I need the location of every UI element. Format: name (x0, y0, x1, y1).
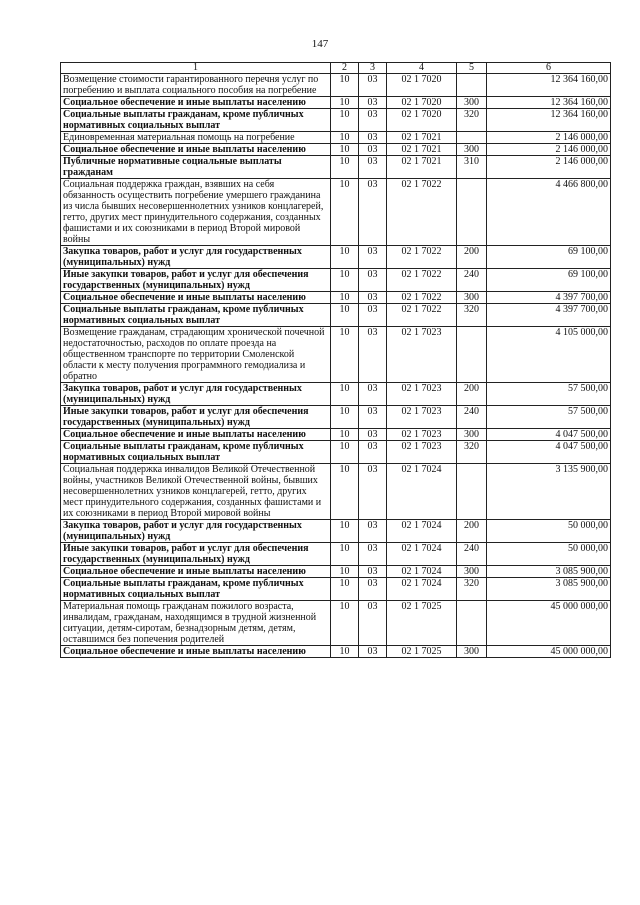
row-target-article: 02 1 7023 (387, 441, 457, 464)
row-section: 10 (331, 97, 359, 109)
row-amount: 3 135 900,00 (487, 464, 611, 520)
row-amount: 69 100,00 (487, 269, 611, 292)
row-description: Социальные выплаты гражданам, кроме публичных нормативных социальных выплат (61, 578, 331, 601)
row-subsection: 03 (359, 179, 387, 246)
row-expense-type (457, 132, 487, 144)
row-section: 10 (331, 179, 359, 246)
table-row (61, 578, 611, 601)
row-section: 10 (331, 269, 359, 292)
table-row (61, 74, 611, 97)
table-row (61, 144, 611, 156)
row-subsection: 03 (359, 543, 387, 566)
table-row (61, 292, 611, 304)
row-expense-type (457, 327, 487, 383)
row-amount: 4 466 800,00 (487, 179, 611, 246)
row-section: 10 (331, 578, 359, 601)
row-section: 10 (331, 566, 359, 578)
row-amount: 12 364 160,00 (487, 97, 611, 109)
table-row (61, 269, 611, 292)
row-subsection: 03 (359, 246, 387, 269)
row-subsection: 03 (359, 144, 387, 156)
row-description: Закупка товаров, работ и услуг для государственных (муниципальных) нужд (61, 520, 331, 543)
row-amount: 4 397 700,00 (487, 292, 611, 304)
row-description: Социальное обеспечение и иные выплаты населению (61, 292, 331, 304)
row-target-article: 02 1 7021 (387, 156, 457, 179)
table-row (61, 464, 611, 520)
table-body (61, 74, 611, 658)
table-row (61, 646, 611, 658)
row-target-article: 02 1 7023 (387, 429, 457, 441)
row-description: Социальная поддержка граждан, взявших на себя обязанность осуществить погребение умершего гражданина из числа бывших несовершеннолетних узников концлагерей, гетто, других мест принудительного содержания, созданных фашистами и их союзниками в период Второй мировой войны (61, 179, 331, 246)
row-target-article: 02 1 7024 (387, 520, 457, 543)
row-description: Социальное обеспечение и иные выплаты населению (61, 144, 331, 156)
row-expense-type: 300 (457, 429, 487, 441)
table-row (61, 179, 611, 246)
row-section: 10 (331, 601, 359, 646)
row-section: 10 (331, 132, 359, 144)
row-section: 10 (331, 292, 359, 304)
row-target-article: 02 1 7024 (387, 464, 457, 520)
row-target-article: 02 1 7020 (387, 74, 457, 97)
row-amount: 12 364 160,00 (487, 109, 611, 132)
row-description: Закупка товаров, работ и услуг для государственных (муниципальных) нужд (61, 383, 331, 406)
row-subsection: 03 (359, 578, 387, 601)
row-expense-type (457, 179, 487, 246)
row-amount: 57 500,00 (487, 383, 611, 406)
row-target-article: 02 1 7022 (387, 179, 457, 246)
row-section: 10 (331, 246, 359, 269)
table-row (61, 156, 611, 179)
row-target-article: 02 1 7023 (387, 383, 457, 406)
row-target-article: 02 1 7024 (387, 543, 457, 566)
table-row (61, 246, 611, 269)
row-section: 10 (331, 464, 359, 520)
row-target-article: 02 1 7025 (387, 601, 457, 646)
table-row (61, 406, 611, 429)
row-target-article: 02 1 7022 (387, 246, 457, 269)
row-expense-type: 240 (457, 406, 487, 429)
row-subsection: 03 (359, 109, 387, 132)
row-expense-type (457, 464, 487, 520)
row-expense-type: 200 (457, 246, 487, 269)
row-section: 10 (331, 144, 359, 156)
row-section: 10 (331, 441, 359, 464)
table-row (61, 97, 611, 109)
row-expense-type: 320 (457, 578, 487, 601)
row-subsection: 03 (359, 566, 387, 578)
row-amount: 50 000,00 (487, 543, 611, 566)
row-expense-type (457, 601, 487, 646)
row-expense-type: 300 (457, 144, 487, 156)
table-row (61, 543, 611, 566)
row-section: 10 (331, 383, 359, 406)
row-description: Социальные выплаты гражданам, кроме публичных нормативных социальных выплат (61, 304, 331, 327)
row-amount: 3 085 900,00 (487, 566, 611, 578)
header-col-3: 3 (359, 63, 387, 74)
row-expense-type: 320 (457, 304, 487, 327)
budget-table (60, 62, 611, 658)
row-description: Социальное обеспечение и иные выплаты населению (61, 566, 331, 578)
row-target-article: 02 1 7023 (387, 327, 457, 383)
row-amount: 4 105 000,00 (487, 327, 611, 383)
row-description: Социальное обеспечение и иные выплаты населению (61, 646, 331, 658)
row-expense-type: 240 (457, 269, 487, 292)
row-subsection: 03 (359, 646, 387, 658)
row-section: 10 (331, 74, 359, 97)
row-subsection: 03 (359, 269, 387, 292)
row-expense-type: 240 (457, 543, 487, 566)
header-col-4: 4 (387, 63, 457, 74)
row-description: Иные закупки товаров, работ и услуг для обеспечения государственных (муниципальных) нужд (61, 269, 331, 292)
row-description: Иные закупки товаров, работ и услуг для обеспечения государственных (муниципальных) нужд (61, 406, 331, 429)
table-row (61, 109, 611, 132)
row-amount: 57 500,00 (487, 406, 611, 429)
row-expense-type: 300 (457, 292, 487, 304)
row-target-article: 02 1 7020 (387, 109, 457, 132)
row-description: Единовременная материальная помощь на погребение (61, 132, 331, 144)
row-amount: 4 047 500,00 (487, 441, 611, 464)
header-col-1: 1 (61, 63, 331, 74)
row-description: Возмещение гражданам, страдающим хронической почечной недостаточностью, расходов по оплате проезда на общественном транспорте по территории Смоленской области к месту получения программного гемодиализа и обратно (61, 327, 331, 383)
row-subsection: 03 (359, 464, 387, 520)
row-description: Публичные нормативные социальные выплаты гражданам (61, 156, 331, 179)
row-amount: 3 085 900,00 (487, 578, 611, 601)
row-subsection: 03 (359, 383, 387, 406)
row-amount: 12 364 160,00 (487, 74, 611, 97)
row-section: 10 (331, 327, 359, 383)
table-row (61, 383, 611, 406)
row-amount: 69 100,00 (487, 246, 611, 269)
row-expense-type: 200 (457, 383, 487, 406)
row-expense-type: 310 (457, 156, 487, 179)
row-subsection: 03 (359, 292, 387, 304)
row-target-article: 02 1 7025 (387, 646, 457, 658)
row-amount: 45 000 000,00 (487, 601, 611, 646)
row-subsection: 03 (359, 520, 387, 543)
row-section: 10 (331, 109, 359, 132)
row-target-article: 02 1 7024 (387, 566, 457, 578)
row-description: Материальная помощь гражданам пожилого возраста, инвалидам, гражданам, находящимся в трудной жизненной ситуации, детям-сиротам, безнадзорным детям, детям, оставшимся без попечения родителей (61, 601, 331, 646)
row-target-article: 02 1 7021 (387, 144, 457, 156)
row-subsection: 03 (359, 97, 387, 109)
row-amount: 45 000 000,00 (487, 646, 611, 658)
row-section: 10 (331, 520, 359, 543)
row-amount: 2 146 000,00 (487, 132, 611, 144)
row-subsection: 03 (359, 74, 387, 97)
row-subsection: 03 (359, 441, 387, 464)
row-description: Социальное обеспечение и иные выплаты населению (61, 97, 331, 109)
row-description: Возмещение стоимости гарантированного перечня услуг по погребению и выплата социального пособия на погребение (61, 74, 331, 97)
row-section: 10 (331, 429, 359, 441)
row-target-article: 02 1 7021 (387, 132, 457, 144)
row-description: Иные закупки товаров, работ и услуг для обеспечения государственных (муниципальных) нужд (61, 543, 331, 566)
row-expense-type: 300 (457, 646, 487, 658)
row-description: Социальное обеспечение и иные выплаты населению (61, 429, 331, 441)
table-row (61, 566, 611, 578)
table-row (61, 520, 611, 543)
row-description: Закупка товаров, работ и услуг для государственных (муниципальных) нужд (61, 246, 331, 269)
page-number: 147 (311, 38, 329, 50)
row-expense-type: 300 (457, 566, 487, 578)
table-row (61, 429, 611, 441)
row-expense-type (457, 74, 487, 97)
table-row (61, 441, 611, 464)
header-col-6: 6 (487, 63, 611, 74)
row-amount: 50 000,00 (487, 520, 611, 543)
header-col-2: 2 (331, 63, 359, 74)
row-section: 10 (331, 406, 359, 429)
table-row (61, 601, 611, 646)
table-row (61, 304, 611, 327)
table-header-row (61, 63, 611, 74)
row-target-article: 02 1 7023 (387, 406, 457, 429)
row-expense-type: 320 (457, 441, 487, 464)
row-section: 10 (331, 304, 359, 327)
row-amount: 4 047 500,00 (487, 429, 611, 441)
header-col-5: 5 (457, 63, 487, 74)
row-description: Социальные выплаты гражданам, кроме публичных нормативных социальных выплат (61, 109, 331, 132)
row-expense-type: 320 (457, 109, 487, 132)
row-expense-type: 200 (457, 520, 487, 543)
row-subsection: 03 (359, 304, 387, 327)
row-section: 10 (331, 646, 359, 658)
row-target-article: 02 1 7022 (387, 304, 457, 327)
row-description: Социальная поддержка инвалидов Великой Отечественной войны, участников Великой Отечественной войны, бывших несовершеннолетних узников концлагерей, гетто, других мест принудительного содержания, созданных фашистами и их союзниками в период Второй мировой войны (61, 464, 331, 520)
row-section: 10 (331, 543, 359, 566)
row-amount: 2 146 000,00 (487, 144, 611, 156)
row-section: 10 (331, 156, 359, 179)
row-subsection: 03 (359, 132, 387, 144)
row-description: Социальные выплаты гражданам, кроме публичных нормативных социальных выплат (61, 441, 331, 464)
row-amount: 2 146 000,00 (487, 156, 611, 179)
row-subsection: 03 (359, 429, 387, 441)
row-subsection: 03 (359, 601, 387, 646)
row-subsection: 03 (359, 327, 387, 383)
row-target-article: 02 1 7020 (387, 97, 457, 109)
row-target-article: 02 1 7024 (387, 578, 457, 601)
table-row (61, 132, 611, 144)
row-expense-type: 300 (457, 97, 487, 109)
row-amount: 4 397 700,00 (487, 304, 611, 327)
table-row (61, 327, 611, 383)
row-target-article: 02 1 7022 (387, 269, 457, 292)
row-subsection: 03 (359, 406, 387, 429)
row-subsection: 03 (359, 156, 387, 179)
row-target-article: 02 1 7022 (387, 292, 457, 304)
